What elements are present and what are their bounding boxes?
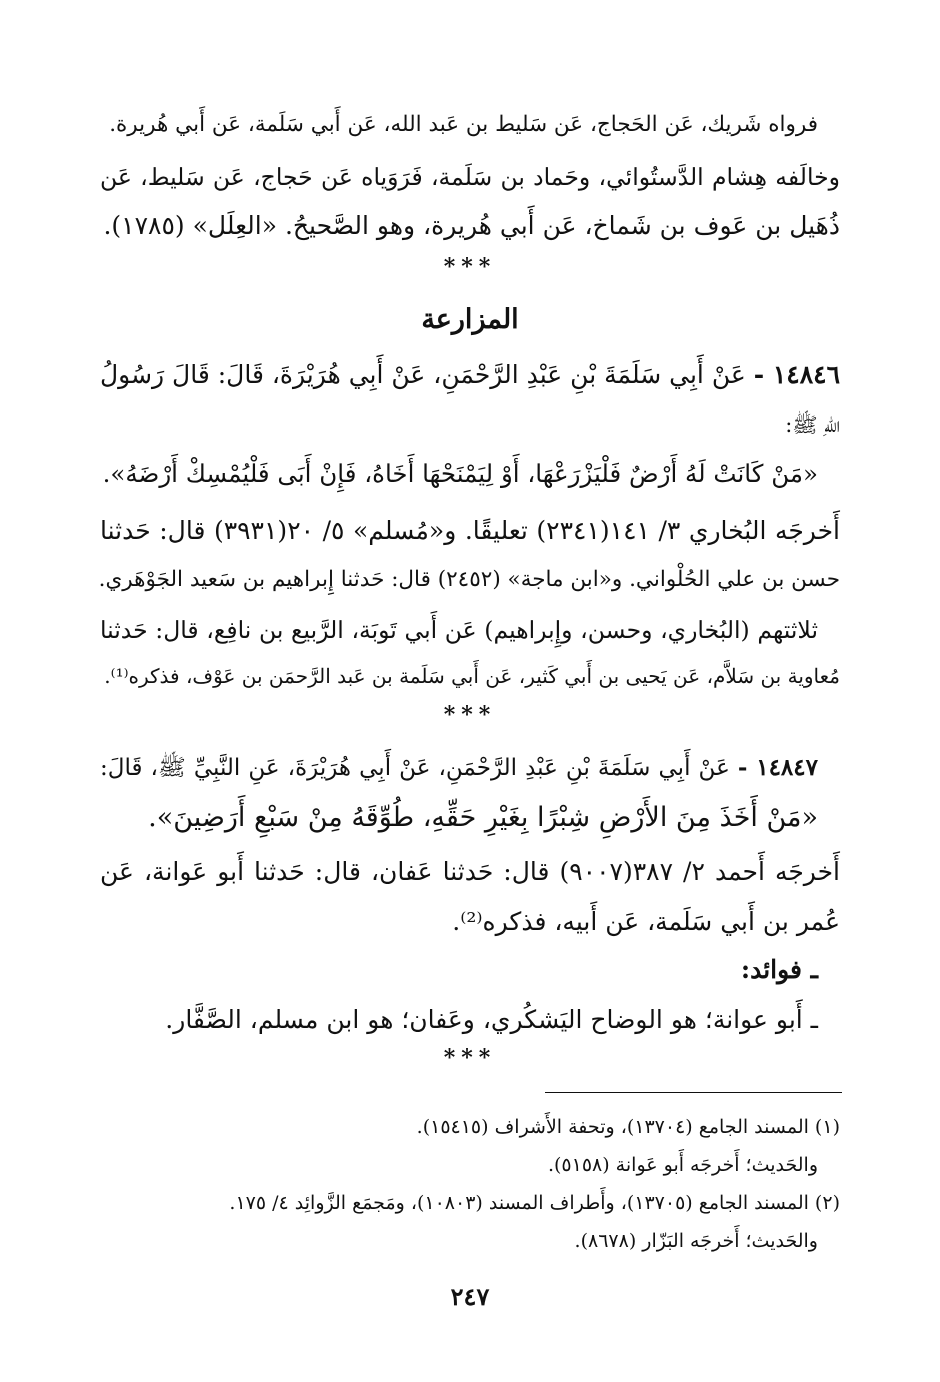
paragraph-line: وخالَفه هِشام الدَّستُوائي، وحَماد بن سَلَمة، فَرَوَياه عَن حَجاج، عَن سَليط، عَن (100, 163, 840, 191)
footnote-line: (١) المسند الجامع (١٣٧٠٤)، وتحفة الأَشراف (١٥٤١٥). (416, 1116, 840, 1138)
takhrij-line: حسن بن علي الحُلْواني. و«ابن ماجة» (٢٤٥٢) قال: حَدثنا إِبراهيم بن سَعيد الجَوْهَري. (98, 567, 840, 592)
hadith-text: عَنْ أَبِي سَلَمَةَ بْنِ عَبْدِ الرَّحْمَنِ، عَنْ أَبِي هُرَيْرَةَ، قَالَ: قَالَ رَسُولُ (100, 360, 746, 389)
takhrij-line: أَخرجَه البُخاري ٣/ ١٤١(٢٣٤١) تعليقًا. و«مُسلم» ٥/ ٢٠(٣٩٣١) قال: حَدثنا (100, 516, 841, 545)
hadith-line (100, 355, 840, 395)
section-separator: *** (443, 1045, 497, 1071)
hadith-matn: «مَنْ كَانَتْ لَهُ أَرْضٌ فَلْيَزْرَعْهَا، أَوْ لِيَمْنَحْهَا أَخَاهُ، فَإِنْ أَبَى فَلْيُمْسِكْ أَرْضَهُ». (102, 459, 818, 488)
hadith-matn: «مَنْ أَخَذَ مِنَ الأَرْضِ شِبْرًا بِغَيْرِ حَقِّهِ، طُوِّقَهُ مِنْ سَبْعِ أَرَضِينَ». (148, 802, 818, 833)
takhrij-line: أَخرجَه أَحمد ٢/ ٣٨٧(٩٠٠٧) قال: حَدثنا عَفان، قال: حَدثنا أَبو عَوانة، عَن (100, 857, 840, 886)
footnote-line: (٢) المسند الجامع (١٣٧٠٥)، وأَطراف المسند (١٠٨٠٣)، ومَجمَع الزَّوائِد ٤/ ١٧٥. (229, 1192, 840, 1214)
hadith-text: عَنْ أَبِي سَلَمَةَ بْنِ عَبْدِ الرَّحْمَنِ، عَنْ أَبِي هُرَيْرَةَ، عَنِ النَّبِيِّ ﷺ، قَالَ: (100, 755, 730, 781)
section-separator: *** (443, 702, 497, 728)
hadith-line (100, 748, 818, 788)
section-separator: *** (443, 254, 497, 280)
section-heading: المزارعة (421, 304, 519, 335)
footnote-divider (545, 1092, 842, 1093)
takhrij-line: مُعاوية بن سَلاَّم، عَن يَحيى بن أَبي كَثير، عَن أَبي سَلَمة بن عَبد الرَّحمَن بن عَوْف، فذكره⁽¹⁾. (104, 664, 840, 688)
takhrij-line: عُمر بن أَبي سَلَمة، عَن أَبيه، فذكره⁽²⁾. (452, 907, 840, 936)
footnote-line: والحَديث؛ أَخرجَه أَبو عَوانة (٥١٥٨). (547, 1154, 818, 1176)
footnote-line: والحَديث؛ أَخرجَه البَزّار (٨٦٧٨). (574, 1230, 818, 1252)
hadith-number: ١٤٨٤٦ - (753, 360, 840, 389)
fawaid-item: ـ أَبو عوانة؛ هو الوضاح اليَشكُري، وعَفان؛ هو ابن مسلم، الصَّفَّار. (165, 1005, 818, 1034)
takhrij-line: ثلاثتهم (البُخاري، وحسن، وإِبراهيم) عَن أَبي تَوبَة، الرَّبيع بن نافِع، قال: حَدثنا (100, 616, 818, 644)
page-number: ٢٤٧ (450, 1282, 490, 1311)
paragraph-line: ذُهَيل بن عَوف بن شَماخ، عَن أَبي هُريرة، وهو الصَّحيحُ. «العِلَل» (١٧٨٥). (103, 211, 840, 240)
paragraph-line: فرواه شَريك، عَن الحَجاج، عَن سَليط بن عَبد الله، عَن أَبي سَلَمة، عَن أَبي هُريرة. (109, 112, 818, 137)
hadith-number: ١٤٨٤٧ - (737, 754, 818, 781)
fawaid-label: ـ فوائد: (740, 955, 818, 984)
hadith-line: اللهِ ﷺ: (785, 413, 840, 437)
